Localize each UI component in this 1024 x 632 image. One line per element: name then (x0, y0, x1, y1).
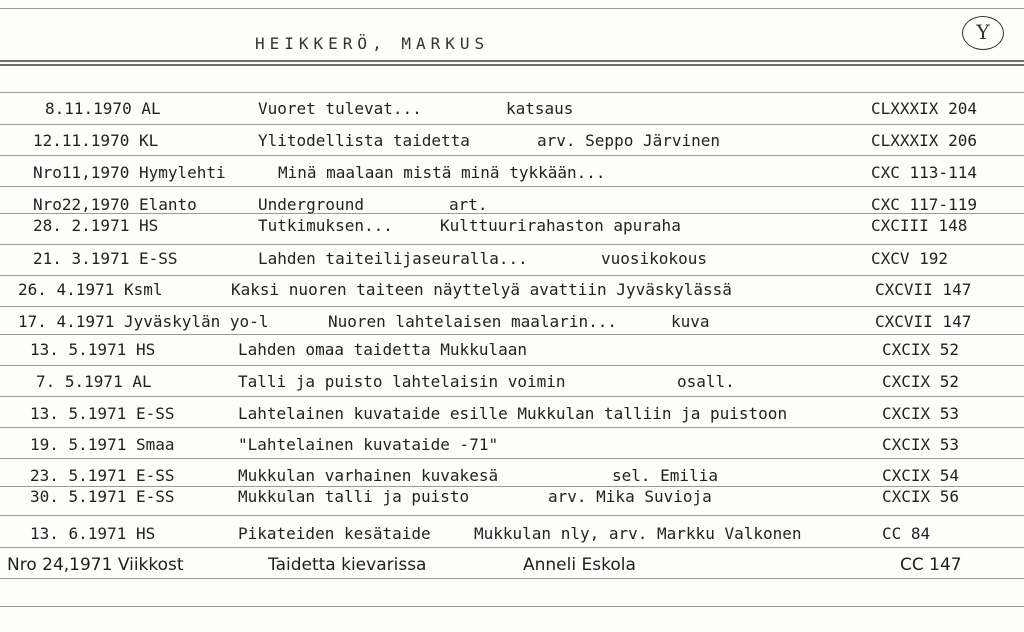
entry-note: Kulttuurirahaston apuraha (440, 216, 681, 235)
entry-ref: CC 147 (900, 555, 962, 575)
entry-note: vuosikokous (601, 249, 707, 268)
entry-date: 12.11.1970 KL (33, 131, 159, 150)
entry-date: 13. 6.1971 HS (30, 524, 156, 543)
entry-date: 26. 4.1971 Ksml (18, 280, 163, 299)
entry-title: Kaksi nuoren taiteen näyttelyä avattiin Jyväskylässä (231, 280, 732, 299)
entry-ref: CLXXXIX 206 (871, 131, 977, 150)
entry-title: Lahden omaa taidetta Mukkulaan (238, 340, 527, 359)
entry-ref: CXCIX 56 (882, 487, 960, 506)
card-title: HEIKKERÖ, MARKUS (255, 34, 490, 53)
entry-ref: CLXXXIX 204 (871, 99, 977, 118)
entry-title: Mukkulan varhainen kuvakesä (238, 466, 499, 485)
entry-note: kuva (671, 312, 710, 331)
entry-date: Nro 24,1971 Viikkost (7, 555, 184, 575)
entry-ref: CXCVII 147 (875, 312, 972, 331)
entry-note: Anneli Eskola (523, 555, 636, 575)
entry-title: Taidetta kievarissa (268, 555, 427, 575)
entry-title: Vuoret tulevat... (258, 99, 422, 118)
entry-ref: CXCIX 52 (882, 372, 960, 391)
entry-ref: CXCVII 147 (875, 280, 972, 299)
entry-ref: CC 84 (882, 524, 931, 543)
entry-date: 28. 2.1971 HS (33, 216, 159, 235)
entry-title: Ylitodellista taidetta (258, 131, 470, 150)
entry-title: Lahden taiteilijaseuralla... (258, 249, 528, 268)
entry-date: Nro22,1970 Elanto (33, 195, 197, 214)
letter-stamp: Y (962, 16, 1004, 50)
entry-note: Mukkulan nly, arv. Markku Valkonen (474, 524, 802, 543)
entry-title: "Lahtelainen kuvataide -71" (238, 435, 499, 454)
entry-ref: CXCIX 52 (882, 340, 960, 359)
entry-date: 13. 5.1971 E-SS (30, 404, 175, 423)
entry-title: Pikateiden kesätaide (238, 524, 431, 543)
entry-ref: CXCIII 148 (871, 216, 968, 235)
entry-ref: CXC 117-119 (871, 195, 977, 214)
entry-ref: CXCIX 53 (882, 435, 960, 454)
entry-title: Mukkulan talli ja puisto (238, 487, 470, 506)
entry-ref: CXCIX 54 (882, 466, 960, 485)
entry-ref: CXCV 192 (871, 249, 949, 268)
entry-title: Tutkimuksen... (258, 216, 393, 235)
entry-note: katsaus (506, 99, 574, 118)
entry-title: Lahtelainen kuvataide esille Mukkulan talliin ja puistoon (238, 404, 788, 423)
entry-note: osall. (677, 372, 735, 391)
entry-date: 30. 5.1971 E-SS (30, 487, 175, 506)
entry-title: Nuoren lahtelaisen maalarin... (328, 312, 617, 331)
entry-ref: CXCIX 53 (882, 404, 960, 423)
entry-title: Minä maalaan mistä minä tykkään... (278, 163, 606, 182)
entry-title: Talli ja puisto lahtelaisin voimin (238, 372, 566, 391)
entry-title: Underground (258, 195, 364, 214)
entry-note: arv. Mika Suvioja (548, 487, 712, 506)
entry-date: 7. 5.1971 AL (36, 372, 152, 391)
entry-date: 23. 5.1971 E-SS (30, 466, 175, 485)
entry-date: 8.11.1970 AL (45, 99, 161, 118)
entry-note: sel. Emilia (612, 466, 718, 485)
entry-date: 21. 3.1971 E-SS (33, 249, 178, 268)
entry-date: 17. 4.1971 Jyväskylän yo-l (18, 312, 269, 331)
entry-ref: CXC 113-114 (871, 163, 977, 182)
entry-note: art. (449, 195, 488, 214)
entry-date: Nro11,1970 Hymylehti (33, 163, 226, 182)
entry-note: arv. Seppo Järvinen (537, 131, 721, 150)
entry-date: 19. 5.1971 Smaa (30, 435, 175, 454)
entry-date: 13. 5.1971 HS (30, 340, 156, 359)
